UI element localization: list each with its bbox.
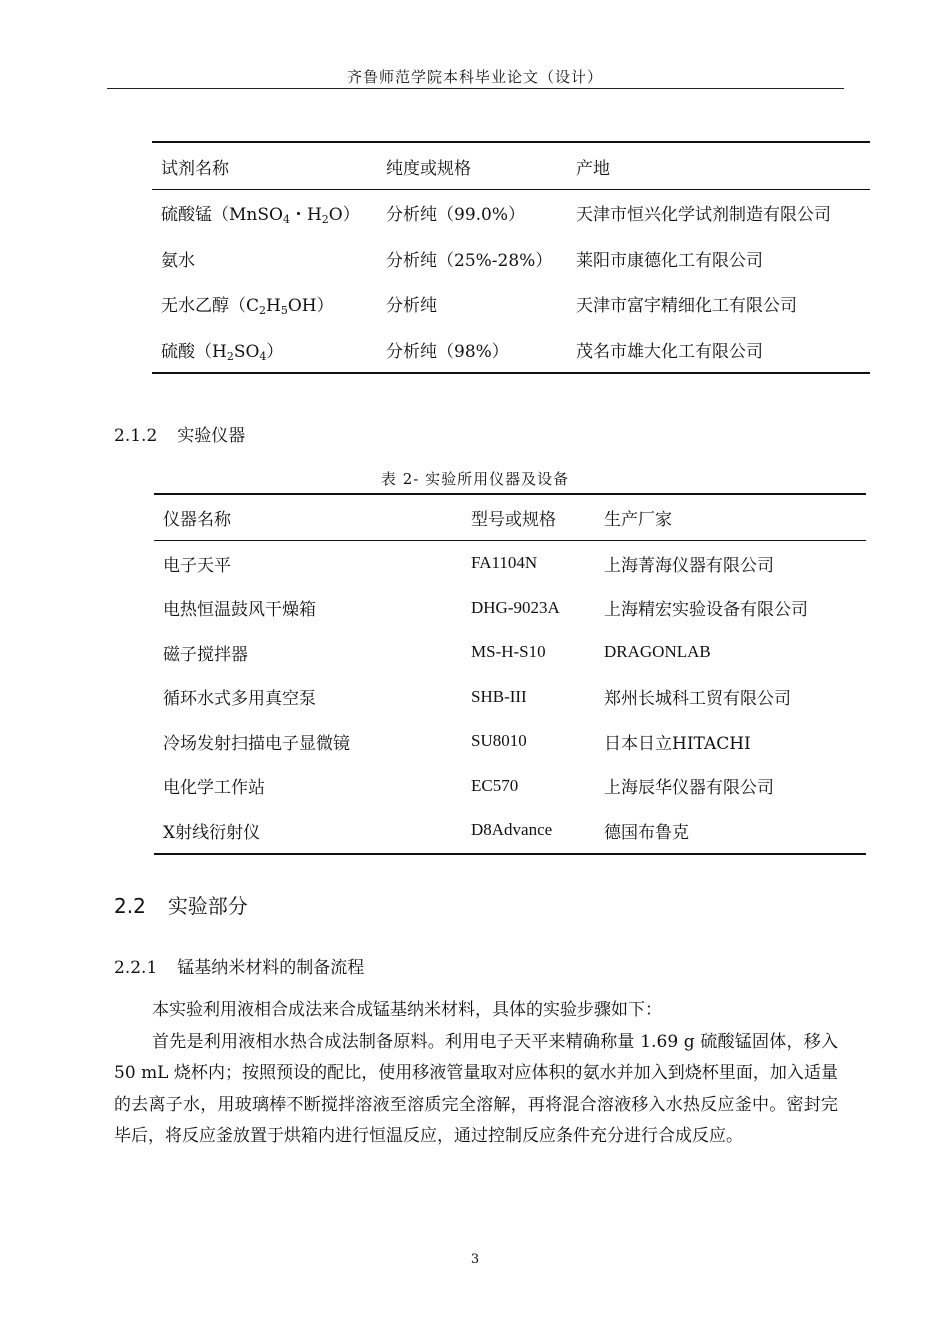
instrument-model: FA1104N <box>471 553 538 573</box>
table-row <box>154 586 866 631</box>
paragraph: 首先是利用液相水热合成法制备原料。利用电子天平来精确称量 1.69 g 硫酸锰固体，移入 50 mL 烧杯内；按照预设的配比，使用移液管量取对应体积的氨水并加入到烧杯里面，加入适量的去离子水，用玻璃棒不断搅拌溶液至溶质完全溶解，再将混合溶液移入水热反应釜中。密封完毕后，将反应釜放置于烘箱内进行恒温反应，通过控制反应条件充分进行合成反应。 <box>114 1031 838 1146</box>
section-heading-2-2-1 <box>114 953 364 978</box>
table-row <box>154 764 866 809</box>
reagents-table <box>152 141 870 374</box>
section-title: 锰基纳米材料的制备流程 <box>177 958 365 978</box>
instrument-model: EC570 <box>471 775 519 795</box>
instrument-name: 电子天平 <box>163 555 231 576</box>
instrument-model: SU8010 <box>471 731 527 751</box>
table-caption: 表 2- 实验所用仪器及设备 <box>380 470 570 488</box>
table-header-row <box>152 142 870 190</box>
reagent-origin: 天津市富宇精细化工有限公司 <box>576 296 797 317</box>
instrument-name: 磁子搅拌器 <box>163 644 248 665</box>
reagent-origin: 天津市恒兴化学试剂制造有限公司 <box>576 205 831 226</box>
instrument-maker: 郑州长城科工贸有限公司 <box>604 689 791 710</box>
instrument-model: D8Advance <box>471 820 553 840</box>
reagent-spec: 分析纯 <box>386 296 437 317</box>
column-header: 产地 <box>576 142 870 190</box>
instrument-maker: DRAGONLAB <box>604 642 711 662</box>
instrument-name: 冷场发射扫描电子显微镜 <box>163 733 350 754</box>
reagent-name: 硫酸$(H_2SO_4)$ <box>161 341 284 363</box>
instruments-table <box>154 493 866 855</box>
paragraph: 本实验利用液相合成法来合成锰基纳米材料，具体的实验步骤如下： <box>152 1000 662 1020</box>
table-row <box>152 327 870 374</box>
instrument-maker: 德国布鲁克 <box>604 822 689 843</box>
instrument-name: 电热恒温鼓风干燥箱 <box>163 600 316 621</box>
table-row <box>154 541 866 586</box>
column-header: 试剂名称 <box>152 142 386 190</box>
table-row <box>152 281 870 327</box>
reagent-name: 氨水 <box>161 250 195 271</box>
table-row <box>152 190 870 236</box>
table-header-row <box>154 494 866 541</box>
page-number: 3 <box>470 1252 480 1267</box>
table-row <box>152 236 870 282</box>
instrument-model: MS-H-S10 <box>471 642 546 662</box>
instrument-maker: 上海辰华仪器有限公司 <box>604 778 774 799</box>
table-row <box>154 719 866 764</box>
instrument-name: 循环水式多用真空泵 <box>163 689 316 710</box>
section-number: 2.2.1 <box>114 958 158 978</box>
page-header: 齐鲁师范学院本科毕业论文（设计） <box>346 68 603 86</box>
instrument-name: X射线衍射仪 <box>163 822 261 843</box>
reagent-name: 硫酸锰（MnSO$_4$・$H_2O$） <box>161 205 360 227</box>
reagent-name: 无水乙醇$(C_2H_5OH)$ <box>161 296 334 318</box>
instrument-model: DHG-9023A <box>471 597 560 617</box>
reagent-spec: 分析纯（99.0%） <box>386 205 526 226</box>
reagent-spec: 分析纯（98%） <box>386 341 509 362</box>
table-row <box>154 808 866 854</box>
section-title: 实验仪器 <box>177 426 246 446</box>
column-header: 型号或规格 <box>471 494 604 541</box>
section-number: 2.2 <box>114 894 146 918</box>
section-heading-2-2 <box>114 890 248 919</box>
section-heading-2-1-2 <box>114 421 245 446</box>
instrument-maker: 上海精宏实验设备有限公司 <box>604 600 808 621</box>
instrument-model: SHB-III <box>471 686 527 706</box>
header-rule <box>107 88 844 89</box>
column-header: 生产厂家 <box>604 494 866 541</box>
section-title: 实验部分 <box>167 894 248 918</box>
body-text <box>114 995 838 1153</box>
column-header: 纯度或规格 <box>386 142 576 190</box>
table-row <box>154 675 866 720</box>
reagent-spec: 分析纯（25%-28%） <box>386 250 553 271</box>
reagent-origin: 茂名市雄大化工有限公司 <box>576 341 763 362</box>
instrument-maker: 上海菁海仪器有限公司 <box>604 555 774 576</box>
section-number: 2.1.2 <box>114 426 158 446</box>
table-row <box>154 630 866 675</box>
reagent-origin: 莱阳市康德化工有限公司 <box>576 250 763 271</box>
instrument-maker: 日本日立HITACHI <box>604 733 751 754</box>
column-header: 仪器名称 <box>154 494 471 541</box>
instrument-name: 电化学工作站 <box>163 778 265 799</box>
